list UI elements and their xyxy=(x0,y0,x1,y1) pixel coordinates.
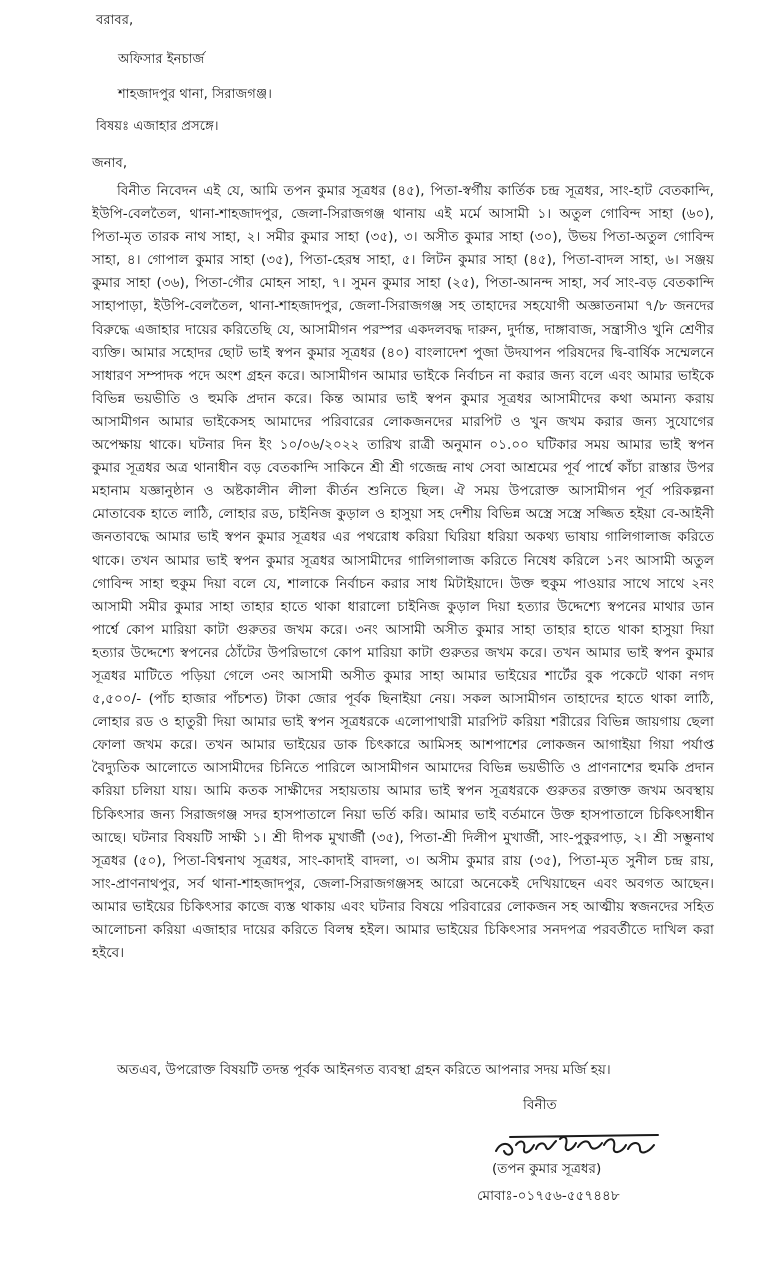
mobile-number: মোবাঃ-০১৭৫৬-৫৫৭৪৪৮ xyxy=(477,1188,620,1204)
signer-name: (তপন কুমার সূত্রধর) xyxy=(492,1161,602,1177)
recipient-title: অফিসার ইনচার্জ xyxy=(118,52,205,67)
closing-request: অতএব, উপরোক্ত বিষয়টি তদন্ত পূর্বক আইনগত ব্যবস্থা গ্রহন করিতে আপনার সদয় মর্জি হয়। xyxy=(117,1062,611,1078)
letter-body: বিনীত নিবেদন এই যে, আমি তপন কুমার সূত্রধর (৪৫), পিতা-স্বর্গীয় কার্তিক চন্দ্র সূত্রধর, সাং-হাট বেতকান্দি, ইউপি-বেলতৈল, থানা-শাহজাদপুর, জেলা-সিরাজগঞ্জ থানায় এই মর্মে আসামী ১। অতুল গোবিন্দ সাহা (৬০), পিতা-মৃত তারক নাথ সাহা, ২। সমীর কুমার সাহা (৩৫), ৩। অসীত কুমার সাহা (৩০), উভয় পিতা-অতুল গোবিন্দ সাহা, ৪। গোপাল কুমার সাহা (৩৫), পিতা-হেরম্ব সাহা, ৫। লিটন কুমার সাহা (৪৫), পিতা-বাদল সাহা, ৬। সঞ্জয় কুমার সাহা (৩৬), পিতা-গৌর মোহন সাহা, ৭। সুমন কুমার সাহা (২৫), পিতা-আনন্দ সাহা, সর্ব সাং-বড় বেতকান্দি সাহাপাড়া, ইউপি-বেলতৈল, থানা-শাহজাদপুর, জেলা-সিরাজগঞ্জ সহ তাহাদের সহযোগী অজ্ঞাতনামা ৭/৮ জনদের বিরুদ্ধে এজাহার দায়ের করিতেছি যে, আসামীগন পরস্পর একদলবদ্ধ দারুন, দুর্দান্ত, দাঙ্গাবাজ, সন্ত্রাসীও খুনি শ্রেণীর ব্যক্তি। আমার সহোদর ছোট ভাই স্বপন কুমার সূত্রধর (৪০) বাংলাদেশ পুজা উদযাপন পরিষদের দ্বি-বার্ষিক সম্মেলনে সাধারণ সম্পাদক পদে অংশ গ্রহন করে। আসামীগন আমার ভাইকে নির্বাচন না করার জন্য বলে এবং আমার ভাইকে বিভিন্ন ভয়ভীতি ও হুমকি প্রদান করে। কিন্ত আমার ভাই স্বপন কুমার সূত্রধর আসামীদের কথা অমান্য করায় আসামীগন আমার ভাইকেসহ আমাদের পরিবারের লোকজনদের মারপিট ও খুন জখম করার জন্য সুযোগের অপেক্ষায় থাকে। ঘটনার দিন ইং ১০/০৬/২০২২ তারিখ রাত্রী অনুমান ০১.০০ ঘটিকার সময় আমার ভাই স্বপন কুমার সূত্রধর অত্র থানাধীন বড় বেতকান্দি সাকিনে শ্রী শ্রী গজেন্দ্র নাথ সেবা আশ্রমের পূর্ব পার্শ্বে কাঁচা রাস্তার উপর মহানাম যজ্ঞানুষ্ঠান ও অষ্টকালীন লীলা কীর্তন শুনিতে ছিল। ঐ সময় উপরোক্ত আসামীগন পূর্ব পরিকল্পনা মোতাবেক হাতে লাঠি, লোহার রড, চাইনিজ কুড়াল ও হাসুয়া সহ দেশীয় বিভিন্ন অস্ত্রে সস্ত্রে সজ্জিত হইয়া বে-আইনী জনতাবদ্ধে আমার ভাই স্বপন কুমার সূত্রধর এর পথরোধ করিয়া ঘিরিয়া ধরিয়া অকথ্য ভাষায় গালিগালাজ করিতে থাকে। তখন আমার ভাই স্বপন কুমার সূত্রধর আসামীদের গালিগালাজ করিতে নিষেধ করিলে ১নং আসামী অতুল গোবিন্দ সাহা হুকুম দিয়া বলে যে, শালাকে নির্বাচন করার সাধ মিটাইয়াদে। উক্ত হুকুম পাওয়ার সাথে সাথে ২নং আসামী সমীর কুমার সাহা তাহার হাতে থাকা ধারালো চাইনিজ কুড়াল দিয়া হত্যার উদ্দেশ্যে স্বপনের মাথার ডান পার্শ্বে কোপ মারিয়া কাটা গুরুতর জখম করে। ৩নং আসামী অসীত কুমার সাহা তাহার হাতে থাকা হাসুয়া দিয়া হত্যার উদ্দেশ্যে স্বপনের ঠোঁটের উপরিভাগে কোপ মারিয়া কাটা গুরুতর জখম করে। তখন আমার ভাই স্বপন কুমার সূত্রধর মাটিতে পড়িয়া গেলে ৩নং আসামী অসীত কুমার সাহা আমার ভাইয়ের শার্টের বুক পকেটে থাকা নগদ ৫,৫০০/- (পাঁচ হাজার পাঁচশত) টাকা জোর পূর্বক ছিনাইয়া নেয়। সকল আসামীগন তাহাদের হাতে থাকা লাঠি, লোহার রড ও হাতুরী দিয়া আমার ভাই স্বপন সূত্রধরকে এলোপাথারী মারপিট করিয়া শরীরের বিভিন্ন জায়গায় ছেলা ফোলা জখম করে। তখন আমার ভাইয়ের ডাক চিৎকারে আমিসহ আশপাশের লোকজন আগাইয়া গিয়া পর্যাপ্ত বৈদ্যুতিক আলোতে আসামীদের চিনিতে পারিলে আসামীগন আমাদের বিভিন্ন ভয়ভীতি ও প্রাণনাশের হুমকি প্রদান করিয়া চলিয়া যায়। আমি কতক সাক্ষীদের সহায়তায় আমার ভাই স্বপন সূত্রধরকে গুরুতর রক্তাক্ত জখম অবস্থায় চিকিৎসার জন্য সিরাজগঞ্জ সদর হাসপাতালে নিয়া ভর্তি করি। আমার ভাই বর্তমানে উক্ত হাসপাতালে চিকিৎসাধীন আছে। ঘটনার বিষয়টি সাক্ষী ১। শ্রী দীপক মুখার্জী (৩৫), পিতা-শ্রী দিলীপ মুখার্জী, সাং-পুকুরপাড়, ২। শ্রী সম্ভুনাথ সূত্রধর (৫০), পিতা-বিশ্বনাথ সূত্রধর, সাং-কাদাই বাদলা, ৩। অসীম কুমার রায় (৩৫), পিতা-মৃত সুনীল চন্দ্র রায়, সাং-প্রাণনাথপুর, সর্ব থানা-শাহজাদপুর, জেলা-সিরাজগঞ্জসহ আরো অনেকেই দেখিয়াছেন এবং অবগত আছেন। আমার ভাইয়ের চিকিৎসার কাজে ব্যস্ত থাকায় এবং ঘটনার বিষয়ে পরিবারের লোকজন সহ আত্মীয় স্বজনদের সহিত আলোচনা করিয়া এজাহার দায়ের করিতে বিলম্ব হইল। আমার ভাইয়ের চিকিৎসার সনদপত্র পরবর্তীতে দাখিল করা হইবে। xyxy=(92,183,714,962)
police-station: শাহজাদপুর থানা, সিরাজগঞ্জ। xyxy=(118,87,272,102)
subject-line: বিষয়ঃ এজাহার প্রসঙ্গে। xyxy=(96,119,219,134)
to-line: বরাবর, xyxy=(96,13,134,28)
sign-off: বিনীত xyxy=(523,1097,557,1113)
salutation: জনাব, xyxy=(92,156,128,171)
